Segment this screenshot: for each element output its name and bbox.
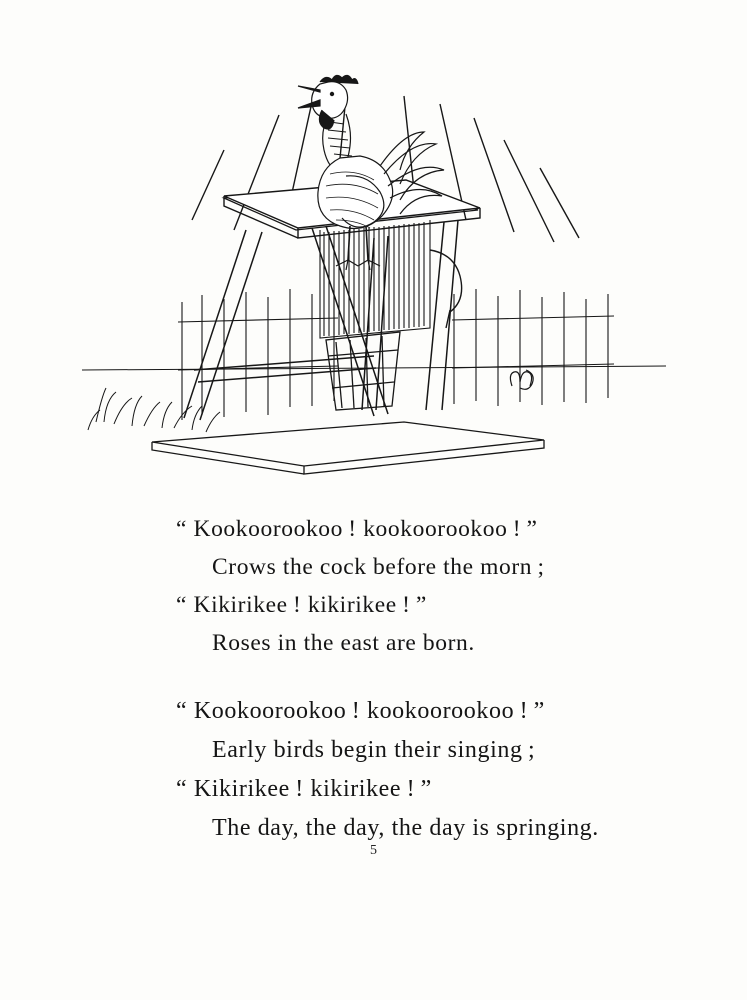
poem-line: “ Kookoorookoo ! kookoorookoo ! ” bbox=[176, 516, 538, 542]
poem-line: “ Kikirikee ! kikirikee ! ” bbox=[176, 776, 432, 802]
base-board bbox=[152, 422, 544, 474]
shaded-panel bbox=[320, 220, 430, 338]
poem-line: Early birds begin their singing ; bbox=[212, 737, 536, 764]
artist-monogram bbox=[510, 370, 533, 389]
illustration-rooster-crowing-on-sawhorse-at-sunrise bbox=[0, 70, 747, 500]
grass-tufts-icon bbox=[88, 388, 220, 432]
page-number: 5 bbox=[370, 843, 377, 858]
poem-line: The day, the day, the day is springing. bbox=[212, 814, 599, 841]
illustration-svg bbox=[74, 70, 674, 500]
poem-line: Crows the cock before the morn ; bbox=[212, 554, 545, 581]
poem-line: Roses in the east are born. bbox=[212, 630, 475, 657]
stanza-1 bbox=[0, 510, 747, 662]
poem-line: “ Kookoorookoo ! kookoorookoo ! ” bbox=[176, 698, 545, 725]
picket-fence-icon bbox=[178, 289, 614, 420]
stanza-2 bbox=[0, 692, 747, 848]
poem-line: “ Kikirikee ! kikirikee ! ” bbox=[176, 592, 427, 619]
poem-body bbox=[0, 510, 747, 878]
sawhorse-frame bbox=[184, 220, 458, 420]
